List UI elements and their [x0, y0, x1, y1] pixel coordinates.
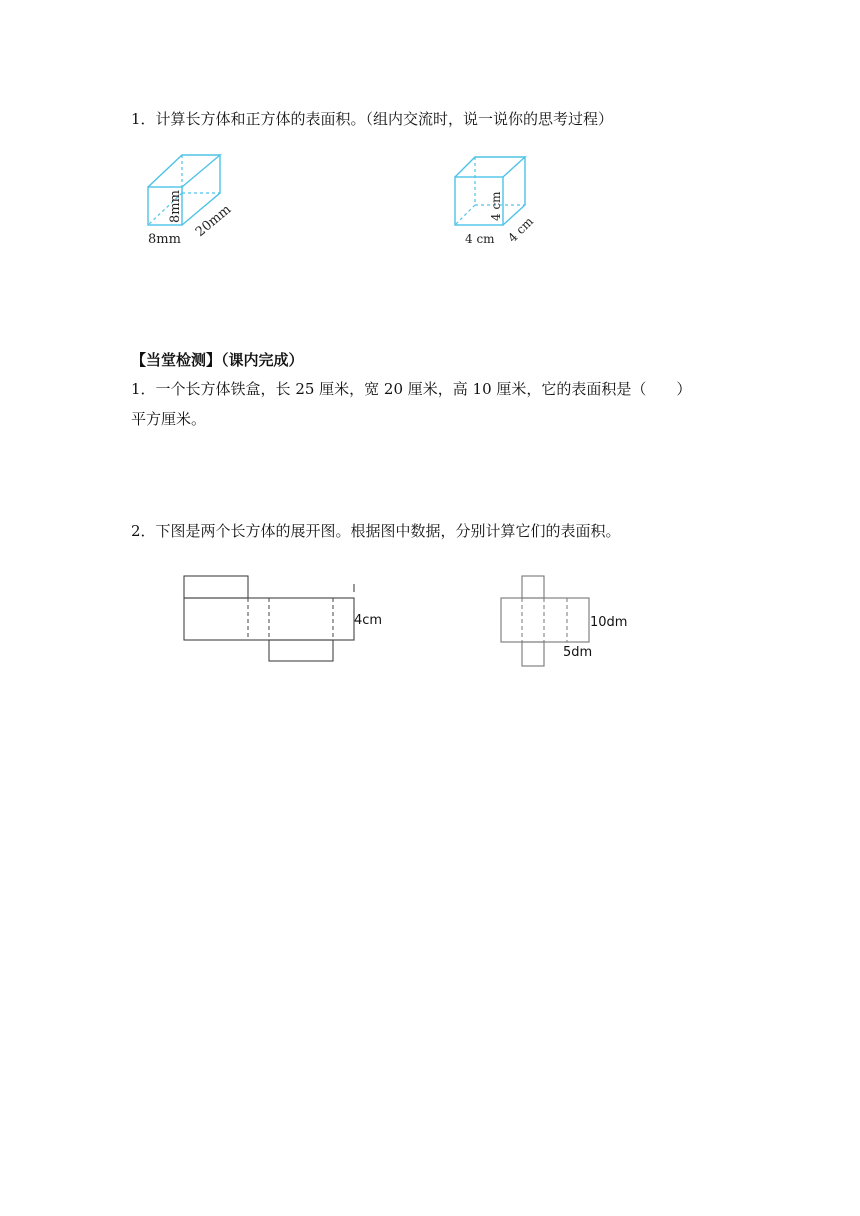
cube-figure: [445, 145, 565, 255]
net2-figure: [495, 572, 645, 672]
cuboid-figure: [130, 145, 250, 255]
net2-bottom-face: [522, 642, 544, 666]
check-q2: 2．下图是两个长方体的展开图。根据图中数据，分别计算它们的表面积。: [131, 522, 621, 540]
cube-top-face: [455, 157, 525, 177]
net2-top-face: [522, 576, 544, 598]
cuboid-height-label: 8mm: [168, 190, 183, 223]
cuboid-width-label: 8mm: [148, 232, 181, 247]
check-q1-line2: 平方厘米。: [131, 410, 207, 428]
check-section-heading: 【当堂检测】（课内完成）: [131, 351, 304, 369]
cuboid-depth-label: 20mm: [192, 202, 235, 241]
check-q1-line1: 1．一个长方体铁盒，长 25 厘米，宽 20 厘米，高 10 厘米，它的表面积是（ ）: [131, 380, 692, 398]
cuboid-top-face: [148, 155, 220, 187]
cube-depth-label: 4 cm: [505, 214, 537, 246]
cube-width-label: 4 cm: [465, 232, 495, 246]
net2-height-label: 10dm: [590, 615, 628, 630]
exercise1-question: 1．计算长方体和正方体的表面积。（组内交流时，说一说你的思考过程）: [131, 110, 614, 128]
net2-main-strip: [501, 598, 589, 642]
cube-height-label: 4 cm: [489, 191, 503, 221]
net1-label: 4cm: [354, 613, 383, 628]
net1-top-face: [184, 576, 248, 598]
net1-bottom-face: [269, 640, 333, 661]
net1-figure: [180, 572, 400, 667]
net2-width-label: 5dm: [563, 645, 593, 660]
